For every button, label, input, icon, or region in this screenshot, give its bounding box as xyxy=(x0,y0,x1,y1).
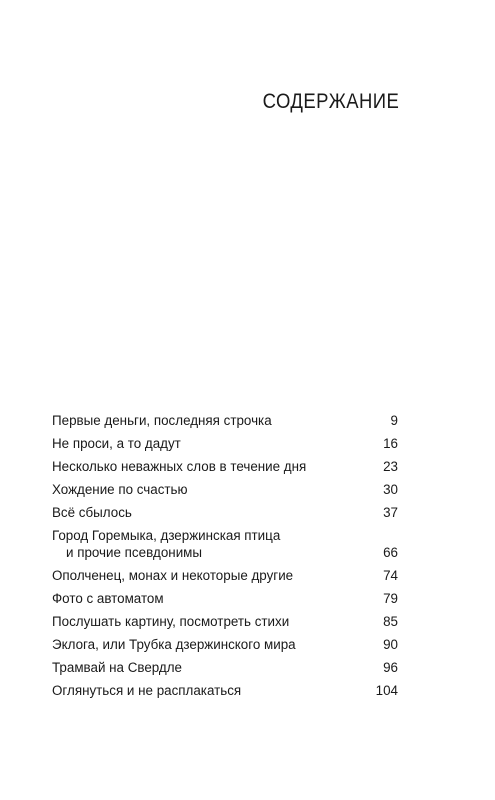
toc-entry-title: Эклога, или Трубка дзержинского мира xyxy=(52,637,296,652)
toc-entry-page-number: 79 xyxy=(383,591,398,606)
toc-entry xyxy=(52,458,398,475)
toc-entry-page-number: 37 xyxy=(383,505,398,520)
toc-entry-page-number: 16 xyxy=(383,436,398,451)
toc-entry-title: Город Горемыка, дзержинская птица xyxy=(52,528,281,543)
toc-entry-page-number: 85 xyxy=(383,614,398,629)
toc-entry-title: Хождение по счастью xyxy=(52,482,188,497)
toc-entry-page-number: 96 xyxy=(383,660,398,675)
toc-entry-title: и прочие псевдонимы xyxy=(66,545,202,560)
page-title: СОДЕРЖАНИЕ xyxy=(262,90,399,113)
toc-entry xyxy=(52,435,398,452)
toc-entry xyxy=(52,504,398,521)
toc-entry xyxy=(52,567,398,584)
toc-entry-title: Несколько неважных слов в течение дня xyxy=(52,459,307,474)
toc-entry-title: Первые деньги, последняя строчка xyxy=(52,413,272,428)
toc-entry-page-number: 74 xyxy=(383,568,398,583)
toc-entry xyxy=(52,527,398,561)
toc-entry-page-number: 66 xyxy=(383,545,398,560)
toc-entry-title: Не проси, а то дадут xyxy=(52,436,181,451)
toc-entry-title: Трамвай на Свердле xyxy=(52,660,182,675)
toc-entry xyxy=(52,590,398,607)
toc-entry-title: Оглянуться и не расплакаться xyxy=(52,683,242,698)
toc-entry-page-number: 23 xyxy=(383,459,398,474)
toc-entry-title: Послушать картину, посмотреть стихи xyxy=(52,614,290,629)
toc-entry-title: Всё сбылось xyxy=(52,505,132,520)
toc-entry-page-number: 104 xyxy=(375,683,398,698)
toc-entry xyxy=(52,682,398,699)
table-of-contents xyxy=(52,412,398,705)
toc-entry xyxy=(52,659,398,676)
toc-entry xyxy=(52,412,398,429)
toc-entry-title: Ополченец, монах и некоторые другие xyxy=(52,568,294,583)
toc-entry-page-number: 90 xyxy=(383,637,398,652)
toc-entry xyxy=(52,481,398,498)
toc-entry-page-number: 9 xyxy=(390,413,398,428)
toc-entry-title: Фото с автоматом xyxy=(52,591,164,606)
toc-entry xyxy=(52,613,398,630)
toc-entry xyxy=(52,636,398,653)
toc-entry-page-number: 30 xyxy=(383,482,398,497)
